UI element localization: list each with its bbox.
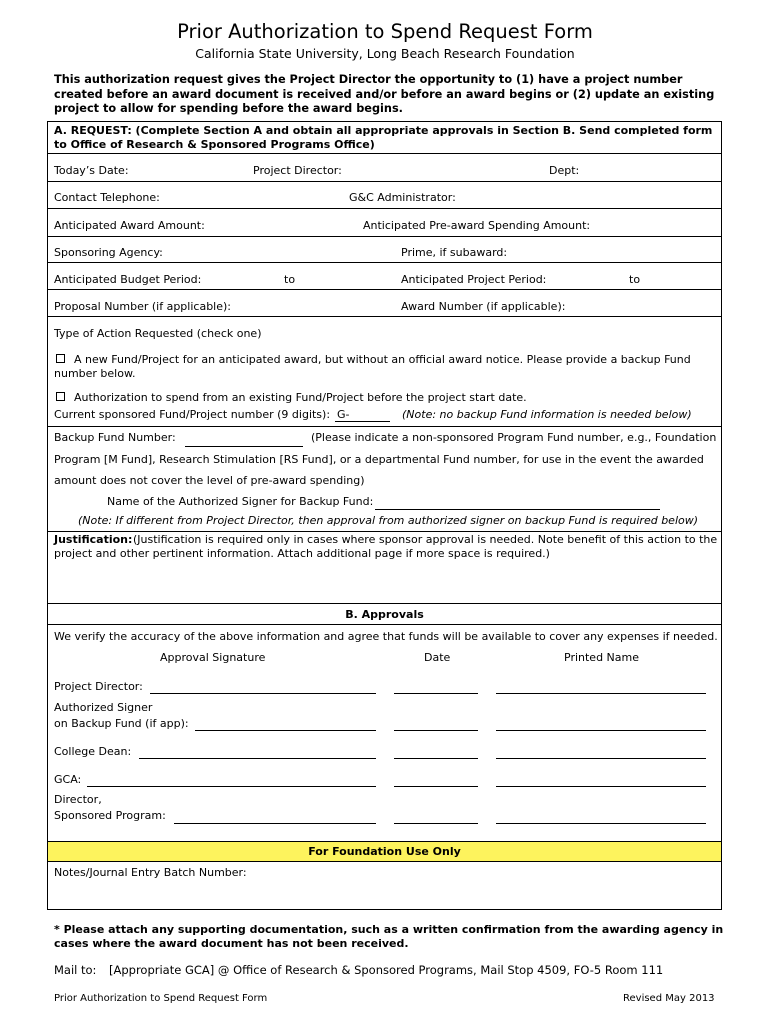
justification-text: (Justification is required only in cases where sponsor approval is needed. Note benefit of this action to the	[133, 533, 718, 546]
project-period-to-label: to	[629, 273, 641, 286]
date-column: Date	[424, 651, 451, 664]
form-title: Prior Authorization to Spend Request Form	[177, 20, 593, 43]
dept-label: Dept:	[549, 164, 580, 177]
divider	[47, 262, 722, 263]
existing-fund-checkbox[interactable]	[56, 392, 65, 401]
gca-signature-field[interactable]	[87, 786, 376, 787]
current-fund-number-prefix: G-	[337, 408, 350, 421]
todays-date-label: Today’s Date:	[54, 164, 129, 177]
director-signature-field[interactable]	[174, 823, 376, 824]
proposal-number-label: Proposal Number (if applicable):	[54, 300, 231, 313]
mail-to-label: Mail to:	[54, 963, 97, 977]
project-director-signature-field[interactable]	[150, 693, 376, 694]
prime-subaward-label: Prime, if subaward:	[401, 246, 508, 259]
section-b-heading: B. Approvals	[345, 608, 424, 621]
existing-fund-option-text: Authorization to spend from an existing Fund/Project before the project start date.	[74, 391, 527, 404]
new-fund-checkbox[interactable]	[56, 354, 65, 363]
approval-verify-text: We verify the accuracy of the above information and agree that funds will be available to cover any expenses if needed.	[54, 630, 718, 643]
divider	[47, 181, 722, 182]
project-director-approval-label: Project Director:	[54, 680, 143, 693]
anticipated-project-period-label: Anticipated Project Period:	[401, 273, 547, 286]
gca-name-field[interactable]	[496, 786, 706, 787]
backup-signer-label: Name of the Authorized Signer for Backup Fund:	[107, 495, 374, 508]
gc-administrator-label: G&C Administrator:	[349, 191, 456, 204]
current-fund-number-field[interactable]	[335, 421, 390, 422]
backup-fund-number-field[interactable]	[185, 446, 303, 447]
college-dean-date-field[interactable]	[394, 758, 478, 759]
justification-label: Justification:	[54, 533, 133, 546]
backup-signer-note: (Note: If different from Project Director, then approval from authorized signer on backup Fund is required below)	[78, 514, 699, 527]
award-number-label: Award Number (if applicable):	[401, 300, 566, 313]
attach-note: * Please attach any supporting documentation, such as a written confirmation from the awarding agency in cases where the award document has not been received.	[54, 923, 724, 950]
authorized-signer-signature-field[interactable]	[195, 730, 376, 731]
project-director-date-field[interactable]	[394, 693, 478, 694]
notes-batch-label: Notes/Journal Entry Batch Number:	[54, 866, 247, 879]
divider	[47, 208, 722, 209]
backup-fund-desc-cont: Program [M Fund], Research Stimulation [RS Fund], or a departmental Fund number, for use in the event the awarded	[54, 453, 704, 466]
approval-signature-column: Approval Signature	[160, 651, 266, 664]
divider	[47, 861, 722, 862]
backup-fund-desc: (Please indicate a non-sponsored Program Fund number, e.g., Foundation	[311, 431, 717, 444]
divider	[47, 289, 722, 290]
divider	[47, 426, 722, 427]
new-fund-option-text-cont: number below.	[54, 367, 136, 380]
director-name-field[interactable]	[496, 823, 706, 824]
new-fund-option-text: A new Fund/Project for an anticipated award, but without an official award notice. Please provide a backup Fund	[74, 353, 691, 366]
gca-label: GCA:	[54, 773, 82, 786]
divider	[47, 624, 722, 625]
backup-fund-desc-end: amount does not cover the level of pre-award spending)	[54, 474, 365, 487]
anticipated-award-amount-label: Anticipated Award Amount:	[54, 219, 205, 232]
college-dean-label: College Dean:	[54, 745, 132, 758]
director-label-cont: Sponsored Program:	[54, 809, 166, 822]
anticipated-preaward-amount-label: Anticipated Pre-award Spending Amount:	[363, 219, 591, 232]
divider	[47, 603, 722, 604]
authorized-signer-name-field[interactable]	[496, 730, 706, 731]
director-label: Director,	[54, 793, 102, 806]
form-subtitle: California State University, Long Beach Research Foundation	[195, 46, 575, 61]
foundation-use-heading: For Foundation Use Only	[308, 845, 461, 858]
contact-telephone-label: Contact Telephone:	[54, 191, 160, 204]
mail-address: [Appropriate GCA] @ Office of Research & Sponsored Programs, Mail Stop 4509, FO-5 Room 111	[109, 963, 664, 977]
divider	[47, 236, 722, 237]
backup-fund-label: Backup Fund Number:	[54, 431, 176, 444]
anticipated-budget-period-label: Anticipated Budget Period:	[54, 273, 202, 286]
divider	[47, 153, 722, 154]
divider	[47, 316, 722, 317]
printed-name-column: Printed Name	[564, 651, 640, 664]
authorized-signer-label-cont: on Backup Fund (if app):	[54, 717, 189, 730]
gca-date-field[interactable]	[394, 786, 478, 787]
authorized-signer-label: Authorized Signer	[54, 701, 153, 714]
footer-form-name: Prior Authorization to Spend Request Form	[54, 993, 268, 1004]
footer-revised: Revised May 2013	[623, 993, 715, 1004]
project-director-name-field[interactable]	[496, 693, 706, 694]
intro-text: This authorization request gives the Project Director the opportunity to (1) have a project number created before an award document is received and/or before an award begins or (2) update an existing project to allow for spending before the award begins.	[54, 73, 715, 115]
divider	[47, 531, 722, 532]
budget-period-to-label: to	[284, 273, 296, 286]
college-dean-signature-field[interactable]	[139, 758, 376, 759]
director-date-field[interactable]	[394, 823, 478, 824]
current-fund-number-label: Current sponsored Fund/Project number (9 digits):	[54, 408, 331, 421]
backup-signer-field[interactable]	[375, 509, 660, 510]
authorized-signer-date-field[interactable]	[394, 730, 478, 731]
current-fund-number-note: (Note: no backup Fund information is needed below)	[402, 408, 692, 421]
college-dean-name-field[interactable]	[496, 758, 706, 759]
justification-text-cont: project and other pertinent information. Attach additional page if more space is required.)	[54, 547, 550, 560]
section-a-heading: A. REQUEST: (Complete Section A and obtain all appropriate approvals in Section B. Send completed form to Office of Research & Sponsored Programs Office)	[54, 124, 713, 151]
sponsoring-agency-label: Sponsoring Agency:	[54, 246, 163, 259]
project-director-label: Project Director:	[253, 164, 342, 177]
action-type-label: Type of Action Requested (check one)	[54, 327, 262, 340]
